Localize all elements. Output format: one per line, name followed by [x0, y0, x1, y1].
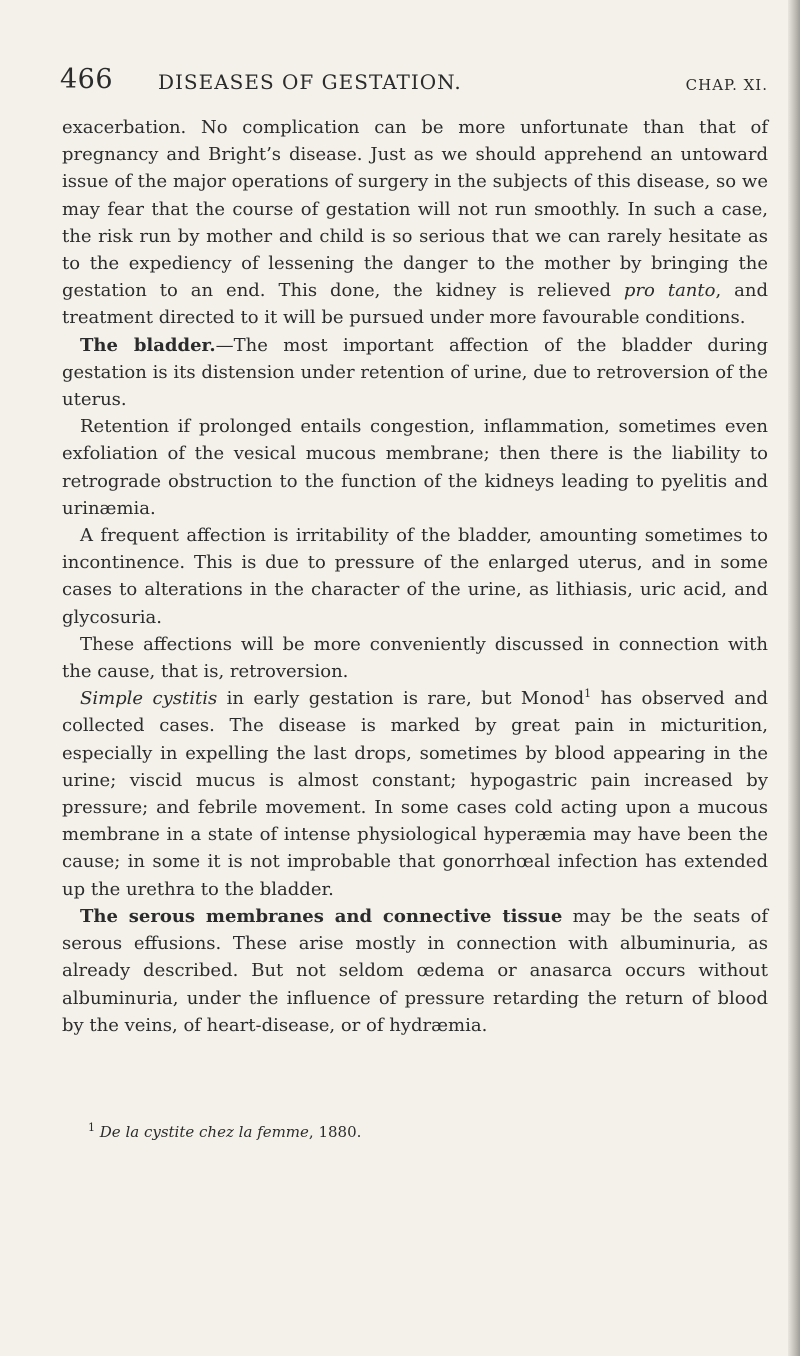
paragraph-cystitis: Simple cystitis in early gestation is rare, but Monod$^1$ has observed and collected cases. The disease is marked by great pain in micturition, especially in expelling the last drops, sometimes by blood appearing in the urine; viscid mucus is almost constant; hypogastric pain increased by pressure; and febrile movement. In some cases cold acting upon a mucous membrane in a state of intense physiological hyperæmia may have been the cause; in some it is not improbable that gonorrhœal infection has extended up the urethra to the bladder. [62, 687, 768, 900]
section-heading-serous: The serous membranes and connective tissue [80, 905, 563, 927]
running-title: DISEASES OF GESTATION. [158, 70, 462, 94]
footnote [88, 1122, 768, 1142]
paragraph-affections: These affections will be more conveniently discussed in connection with the cause, that is, retroversion. [62, 633, 768, 683]
section-heading-bladder: The bladder. [80, 334, 216, 356]
paragraph-1: exacerbation. No complication can be more unfortunate than that of pregnancy and Bright’s disease. Just as we should apprehend an untoward issue of the major operations of surgery in the subjects of this disease, so we may fear that the course of gestation will not run smoothly. In such a case, the risk run by mother and child is so serious that we can rarely hesitate as to the expediency of lessening the danger to the mother by bringing the gestation to an end. This done, the kidney is relieved pro tanto, and treatment directed to it will be pursued under more favourable conditions. [62, 117, 768, 329]
page-header [60, 60, 768, 96]
footnote-title: De la cystite chez la femme [99, 1123, 309, 1141]
italic-phrase: pro tanto [623, 280, 716, 302]
paragraph-irritability: A frequent affection is irritability of the bladder, amounting sometimes to incontinence. This is due to pressure of the enlarged uterus, and in some cases to alterations in the character of the urine, as lithiasis, uric acid, and glycosuria. [62, 525, 768, 628]
footnote-number: 1 [88, 1121, 95, 1134]
page-number: 466 [60, 64, 114, 95]
chapter-label: CHAP. XI. [685, 76, 768, 94]
footnote-year: , 1880. [308, 1123, 362, 1141]
body-text [62, 114, 768, 1039]
italic-term-cystitis: Simple cystitis [80, 688, 218, 710]
paragraph-bladder: The bladder.—The most important affection of the bladder during gestation is its distension under retention of urine, due to retroversion of the uterus. [62, 334, 768, 411]
footnote-marker: 1 [584, 687, 592, 701]
paragraph-serous: The serous membranes and connective tissue may be the seats of serous effusions. These arise mostly in connection with albuminuria, as already described. But not seldom œdema or anasarca occurs without albuminuria, under the influence of pressure retarding the return of blood by the veins, of heart-disease, or of hydræmia. [62, 905, 768, 1036]
page-edge-shadow [788, 0, 800, 1356]
paragraph-retention: Retention if prolonged entails congestion, inflammation, sometimes even exfoliation of the vesical mucous membrane; then there is the liability to retrograde obstruction to the function of the kidneys leading to pyelitis and urinæmia. [62, 416, 768, 519]
